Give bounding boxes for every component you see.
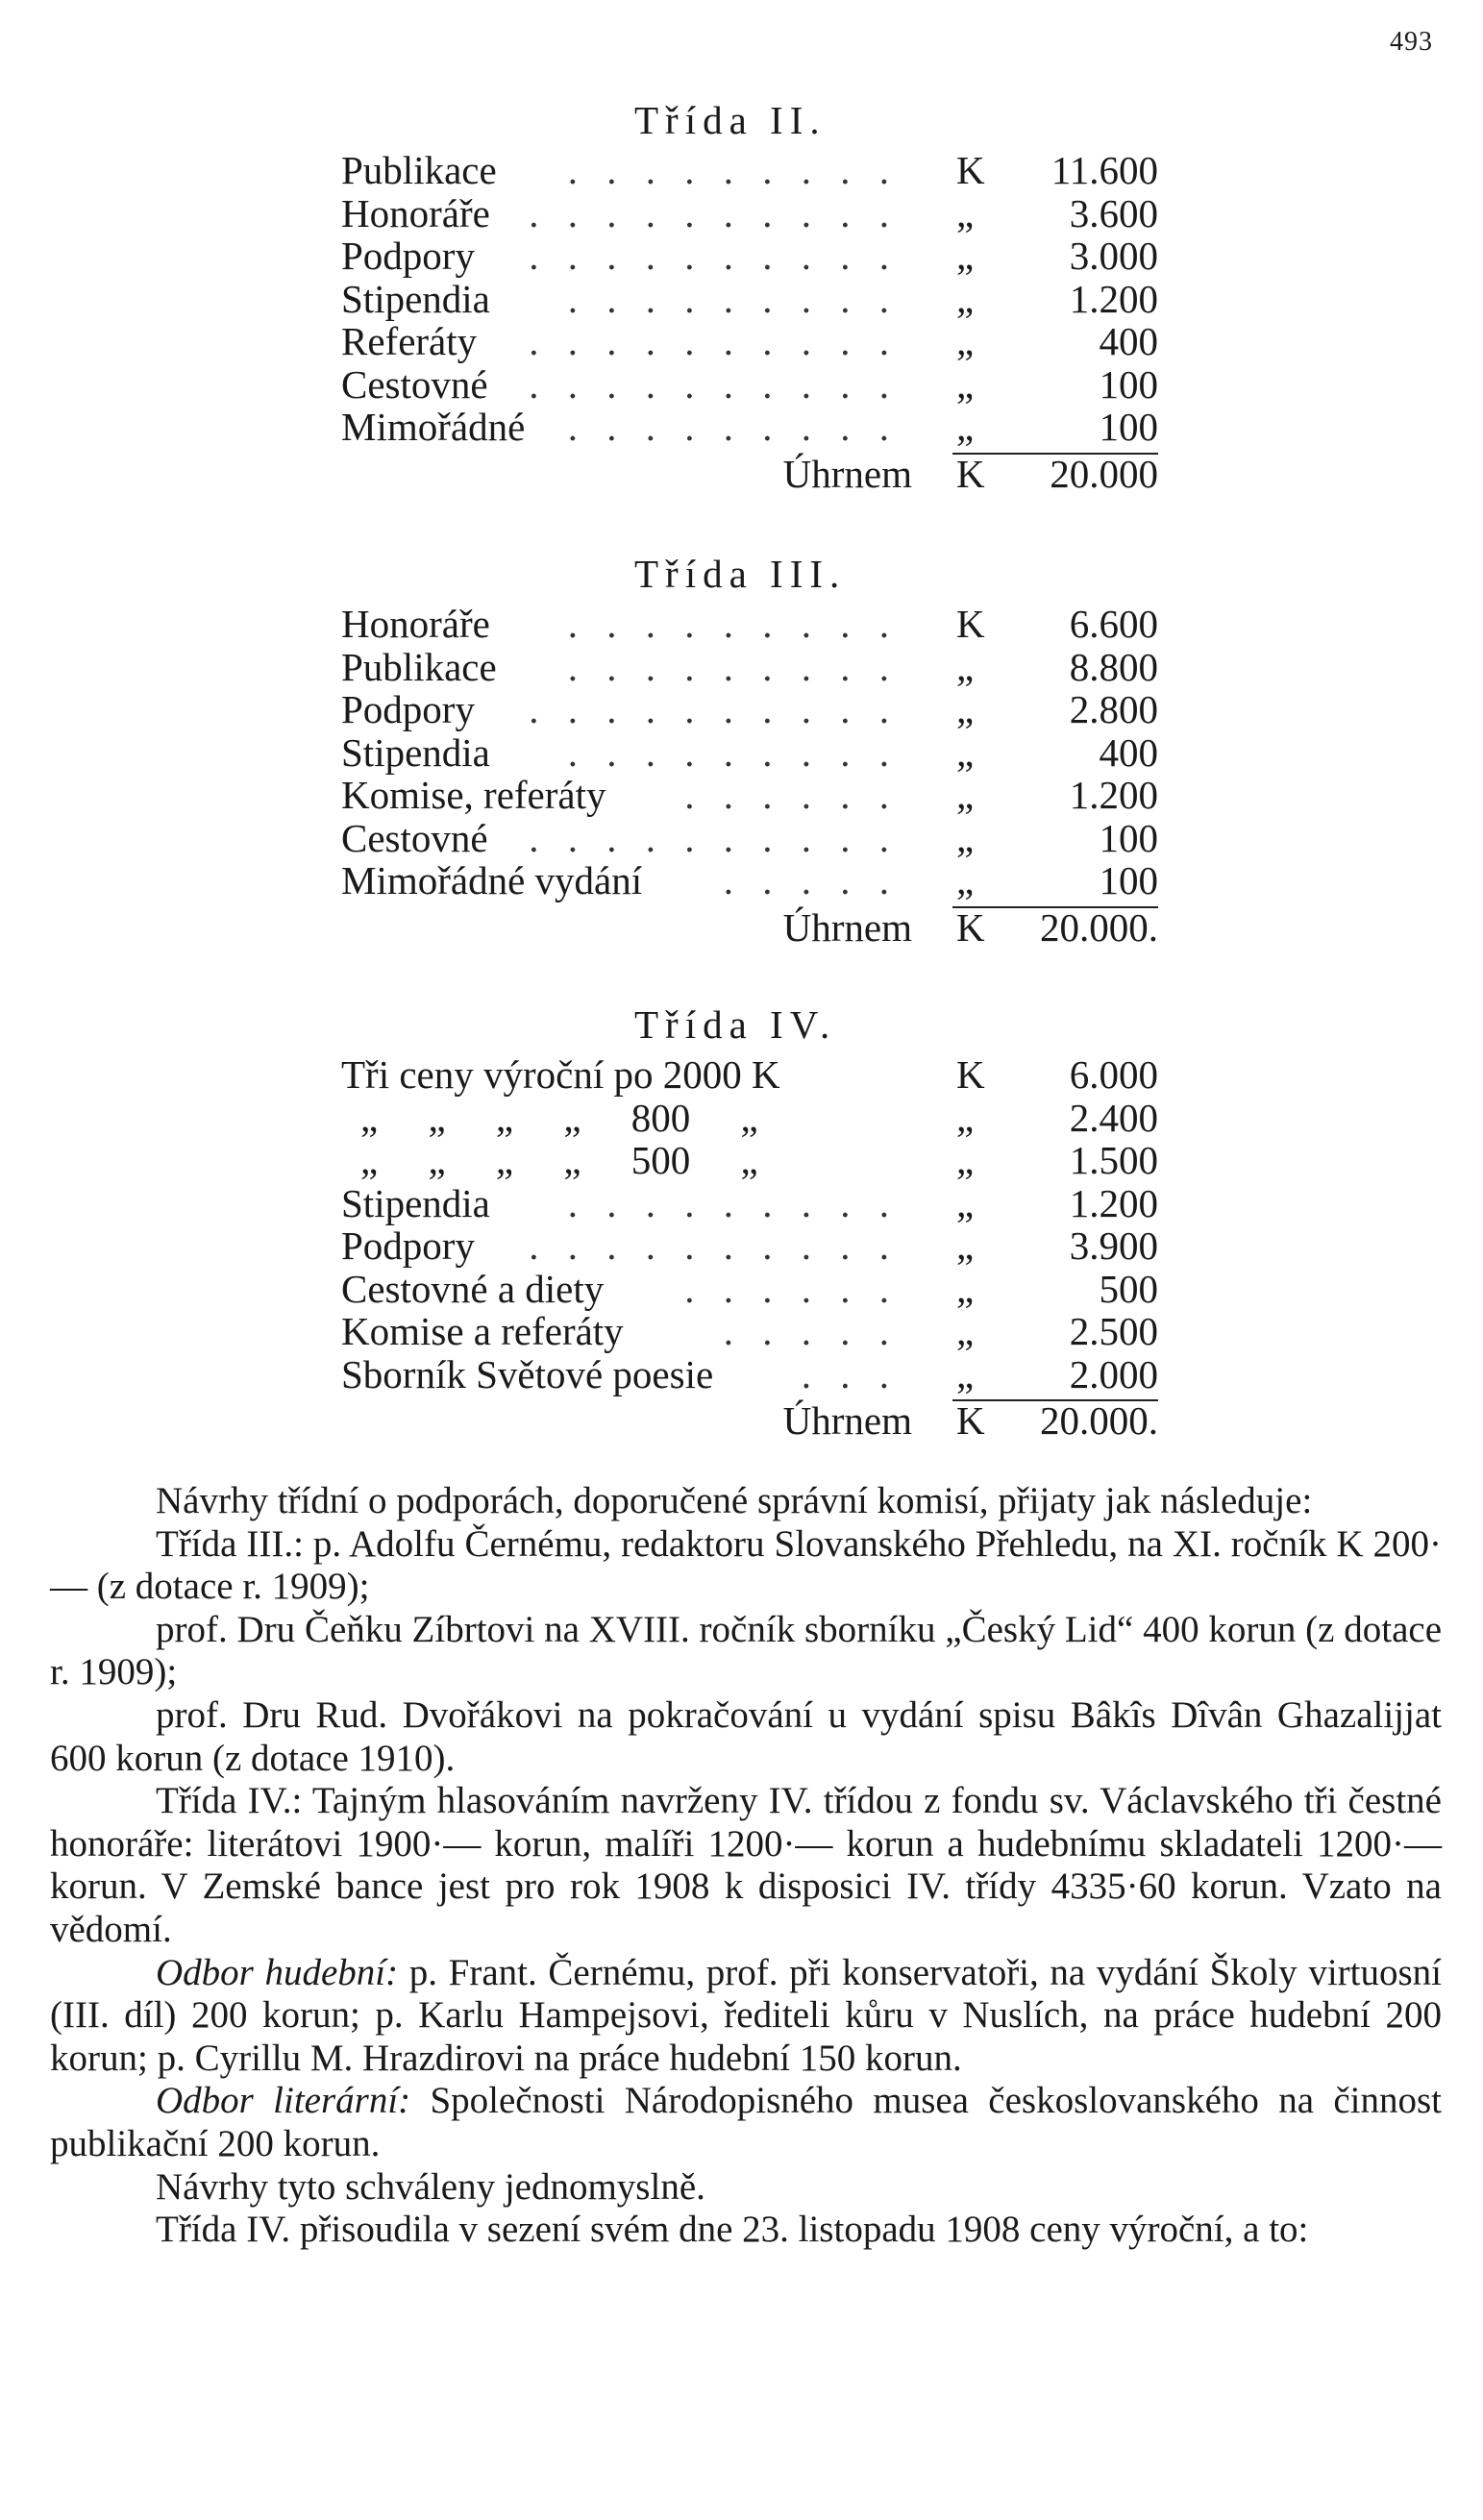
row-currency: „ xyxy=(956,276,975,321)
paragraph xyxy=(50,1780,1442,1951)
row-amount: 100 xyxy=(1099,405,1158,449)
row-dots: . . . xyxy=(801,1351,899,1396)
paragraph-text: Třída III.: p. Adolfu Černému, redaktoru Slovanského Přehledu, na XI. ročník K 200·— (z dotace r. 1909); xyxy=(50,1522,1442,1608)
row-label: Honoráře xyxy=(341,602,490,646)
row-dots: . . . . . . . . . xyxy=(567,729,899,775)
paragraph-text: Třída IV.: Tajným hlasováním navrženy IV. třídou z fondu sv. Václavského tři čestné honoráře: literátovi 1900·— korun, malíři 1200·— korun a hudebnímu skladateli 1200·— korun. V Zemské bance jest pro rok 1908 k disposici IV. třídy 4335·60 korun. Vzato na vědomí. xyxy=(50,1780,1442,1950)
row-currency: „ xyxy=(956,190,975,235)
row-amount: 3.600 xyxy=(1069,190,1158,235)
ledger-row xyxy=(341,603,1158,646)
paragraph-text: Společnosti Národopisného musea českoslovanského na činnost publikační 200 korun. xyxy=(50,2080,1442,2164)
row-currency: „ xyxy=(956,405,975,449)
row-currency: „ xyxy=(956,1180,975,1225)
row-label: „ „ „ „ 800 „ xyxy=(360,1095,758,1140)
ledger-row xyxy=(341,149,1158,192)
row-amount: 100 xyxy=(1099,815,1158,860)
ledger-row xyxy=(341,859,1158,902)
row-label: Cestovné xyxy=(341,361,488,407)
paragraph-text: Návrhy tyto schváleny jednomyslně. xyxy=(156,2165,705,2208)
row-currency: „ xyxy=(956,773,975,817)
paragraph-text: Třída IV. přisoudila v sezení svém dne 23. listopadu 1908 ceny výroční, a to: xyxy=(156,2209,1309,2251)
section-heading: Třída II. xyxy=(634,98,827,142)
row-amount: 2.400 xyxy=(1069,1095,1158,1140)
paragraph-text: prof. Dru Čeňku Zíbrtovi na XVIII. ročník sborníku „Český Lid“ 400 korun (z dotace r. 1909); xyxy=(50,1608,1442,1693)
row-currency: „ xyxy=(956,1309,975,1353)
row-amount: 3.900 xyxy=(1069,1223,1158,1268)
row-dots: . . . . . . xyxy=(684,773,899,817)
row-amount: 500 xyxy=(1099,1266,1158,1311)
page-number: 493 xyxy=(1390,27,1433,57)
row-amount: 100 xyxy=(1099,858,1158,902)
row-amount: 3.000 xyxy=(1069,234,1158,278)
paragraph xyxy=(50,1694,1442,1780)
total-currency: K xyxy=(956,1398,985,1443)
ledger-row xyxy=(341,1182,1158,1225)
row-currency: K xyxy=(956,1052,985,1097)
row-amount: 1.200 xyxy=(1069,276,1158,321)
row-amount: 11.600 xyxy=(1050,148,1158,192)
row-currency: „ xyxy=(956,319,975,363)
section-heading: Třída III. xyxy=(634,552,847,596)
row-currency: „ xyxy=(956,644,975,689)
total-currency: K xyxy=(956,451,985,496)
total-amount: 20.000. xyxy=(1040,1398,1158,1443)
ledger-trida-ii xyxy=(341,91,1158,499)
paragraph xyxy=(50,2166,1442,2210)
row-amount: 1.200 xyxy=(1069,773,1158,817)
ledger-row xyxy=(341,192,1158,235)
paragraph-lead: Odbor hudební: xyxy=(156,1951,399,1993)
total-label: Úhrnem xyxy=(782,904,912,950)
ledger-trida-iii xyxy=(341,545,1158,952)
row-currency: „ xyxy=(956,687,975,731)
row-label: Stipendia xyxy=(341,729,490,775)
paragraph-text: Návrhy třídní o podporách, doporučené správní komisí, přijaty jak následuje: xyxy=(156,1480,1313,1521)
row-label: Honoráře xyxy=(341,190,490,235)
ledger-row xyxy=(341,320,1158,363)
ledger-row xyxy=(341,278,1158,321)
row-dots: . . . . . xyxy=(723,1309,899,1353)
row-currency: „ xyxy=(956,729,975,775)
total-row xyxy=(341,449,1158,499)
paragraph xyxy=(50,1480,1442,1523)
row-label: Podpory xyxy=(341,234,475,278)
total-amount: 20.000. xyxy=(1040,904,1158,950)
total-row xyxy=(341,1396,1158,1445)
row-label: Publikace xyxy=(341,148,497,192)
row-dots: . . . . . . xyxy=(684,1266,899,1311)
row-currency: „ xyxy=(956,1223,975,1268)
row-currency: K xyxy=(956,602,985,646)
row-label: Cestovné a diety xyxy=(341,1266,605,1311)
paragraph-text: p. Frant. Černému, prof. při konservatoři, na vydání Školy virtuosní (III. díl) 200 korun; p. Karlu Hampejsovi, řediteli kůru v Nuslích, na práce hudební 200 korun; p. Cyrillu M. Hrazdirovi na práce hudební 150 korun. xyxy=(50,1951,1442,2079)
row-currency: „ xyxy=(956,1095,975,1140)
paragraph-text: prof. Dru Rud. Dvořákovi na pokračování u vydání spisu Bâkîs Dîvân Ghazalijjat 600 korun (z dotace 1910). xyxy=(50,1693,1442,1779)
ledger-row xyxy=(341,235,1158,278)
row-currency: „ xyxy=(956,1266,975,1311)
paragraph xyxy=(50,1952,1442,2081)
total-amount: 20.000 xyxy=(1050,451,1158,496)
paragraph xyxy=(50,2080,1442,2165)
row-label: „ „ „ „ 500 „ xyxy=(360,1138,758,1182)
row-currency: „ xyxy=(956,1138,975,1182)
row-amount: 400 xyxy=(1099,319,1158,363)
ledger-row xyxy=(341,688,1158,731)
row-dots: . . . . . . . . . . xyxy=(529,815,899,860)
row-dots: . . . . . . . . . . xyxy=(529,234,899,278)
row-label: Podpory xyxy=(341,687,475,731)
paragraph-lead: Odbor literární: xyxy=(156,2080,411,2122)
paragraph xyxy=(50,2209,1442,2252)
row-label: Komise, referáty xyxy=(341,773,606,817)
row-label: Sborník Světové poesie xyxy=(341,1351,714,1396)
ledger-row xyxy=(341,1053,1158,1097)
ledger-row xyxy=(341,1353,1158,1396)
row-dots: . . . . . . . . . . xyxy=(529,190,899,235)
row-label: Tři ceny výroční po 2000 K xyxy=(341,1052,780,1097)
row-label: Podpory xyxy=(341,1223,475,1268)
row-label: Stipendia xyxy=(341,276,490,321)
row-amount: 1.200 xyxy=(1069,1180,1158,1225)
row-dots: . . . . . xyxy=(723,858,899,902)
row-amount: 1.500 xyxy=(1069,1138,1158,1182)
row-dots: . . . . . . . . . xyxy=(567,276,899,321)
row-dots: . . . . . . . . . xyxy=(567,148,899,192)
ledger-row xyxy=(341,817,1158,860)
row-label: Referáty xyxy=(341,319,478,363)
row-currency: „ xyxy=(956,234,975,278)
row-amount: 6.000 xyxy=(1069,1052,1158,1097)
row-label: Publikace xyxy=(341,644,497,689)
row-dots: . . . . . . . . . . xyxy=(529,361,899,407)
ledger-row xyxy=(341,1268,1158,1311)
ledger-row xyxy=(341,1224,1158,1268)
row-amount: 8.800 xyxy=(1069,644,1158,689)
ledger-trida-iv xyxy=(341,996,1158,1445)
row-amount: 2.000 xyxy=(1069,1351,1158,1396)
row-label: Cestovné xyxy=(341,815,488,860)
row-currency: „ xyxy=(956,361,975,407)
row-currency: „ xyxy=(956,1351,975,1396)
ledger-row xyxy=(341,774,1158,817)
row-dots: . . . . . . . . . . xyxy=(529,687,899,731)
row-label: Mimořádné xyxy=(341,405,526,449)
ledger-row xyxy=(341,646,1158,689)
ledger-row xyxy=(341,1310,1158,1353)
row-amount: 2.500 xyxy=(1069,1309,1158,1353)
row-currency: „ xyxy=(956,858,975,902)
row-currency: K xyxy=(956,148,985,192)
ledger-row xyxy=(341,406,1158,449)
total-label: Úhrnem xyxy=(782,1398,912,1443)
row-dots: . . . . . . . . . xyxy=(567,1180,899,1225)
paragraph xyxy=(50,1523,1442,1609)
total-row xyxy=(341,902,1158,952)
section-heading: Třída IV. xyxy=(634,1002,837,1047)
row-dots: . . . . . . . . . xyxy=(567,602,899,646)
ledger-row xyxy=(341,1097,1158,1140)
row-dots: . . . . . . . . . xyxy=(567,644,899,689)
paragraph xyxy=(50,1609,1442,1694)
row-amount: 6.600 xyxy=(1069,602,1158,646)
row-dots: . . . . . . . . . . xyxy=(529,1223,899,1268)
total-label: Úhrnem xyxy=(782,451,912,496)
row-label: Stipendia xyxy=(341,1180,490,1225)
row-amount: 400 xyxy=(1099,729,1158,775)
total-currency: K xyxy=(956,904,985,950)
row-amount: 100 xyxy=(1099,361,1158,407)
body-text xyxy=(50,1480,1442,2252)
row-label: Komise a referáty xyxy=(341,1309,624,1353)
row-label: Mimořádné vydání xyxy=(341,858,643,902)
ledger-row xyxy=(341,363,1158,407)
row-amount: 2.800 xyxy=(1069,687,1158,731)
ledger-row xyxy=(341,731,1158,775)
ledger-row xyxy=(341,1139,1158,1182)
row-dots: . . . . . . . . . . xyxy=(529,319,899,363)
row-dots: . . . . . . . . . xyxy=(567,405,899,449)
row-currency: „ xyxy=(956,815,975,860)
